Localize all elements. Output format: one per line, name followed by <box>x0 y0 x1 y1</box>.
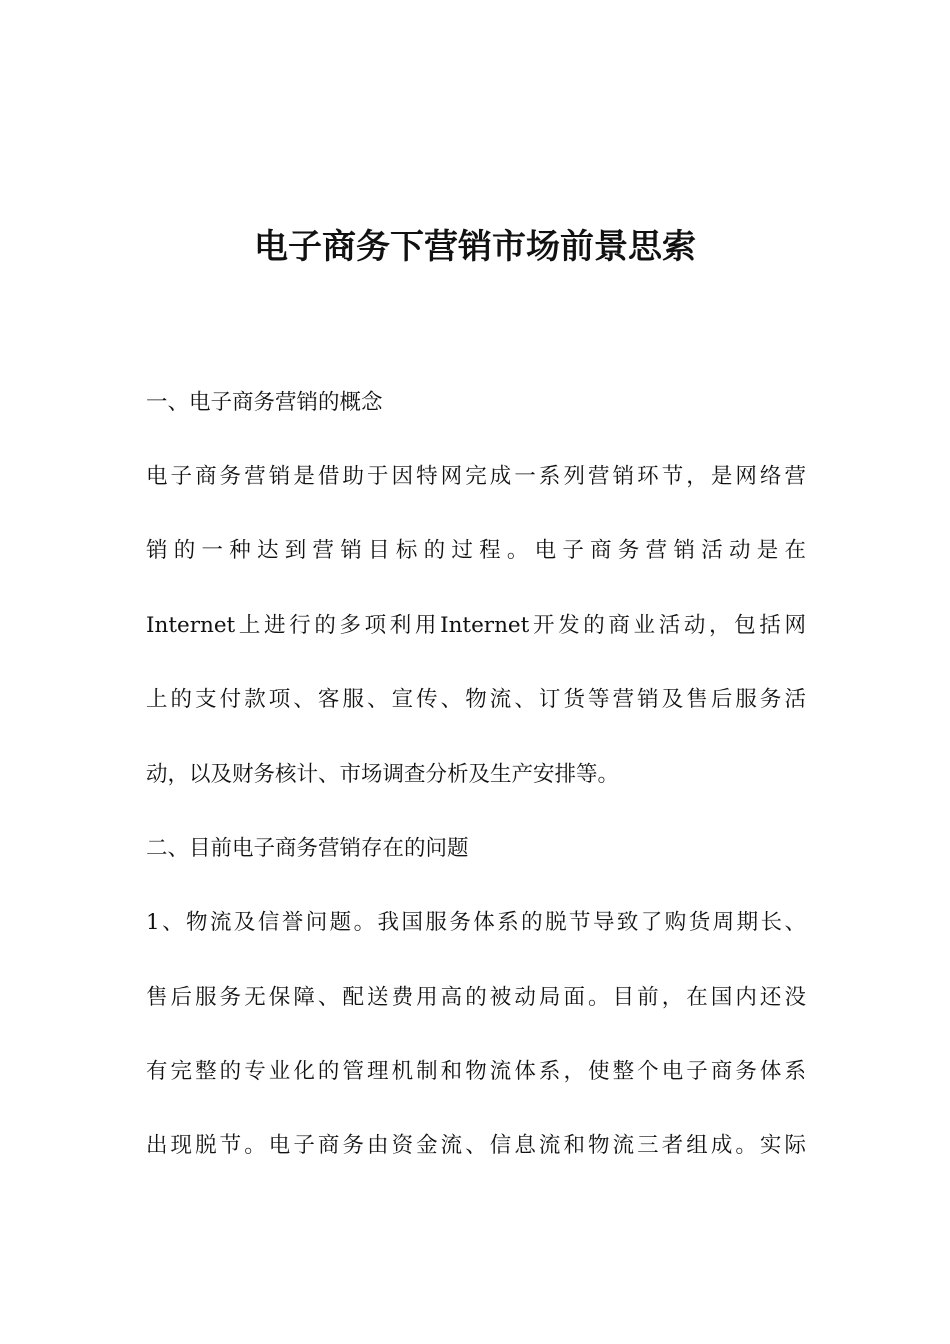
section-heading-2: 二、目前电子商务营销存在的问题 <box>146 836 469 861</box>
paragraph-line: 出现脱节。电子商务由资金流、信息流和物流三者组成。实际 <box>146 1133 806 1158</box>
document-title: 电子商务下营销市场前景思索 <box>254 227 696 267</box>
paragraph-line: 动，以及财务核计、市场调查分析及生产安排等。 <box>146 762 620 787</box>
paragraph-line: 电子商务营销是借助于因特网完成一系列营销环节，是网络营 <box>146 464 806 489</box>
paragraph-line: 售后服务无保障、配送费用高的被动局面。目前，在国内还没 <box>146 985 806 1010</box>
paragraph-line: 有完整的专业化的管理机制和物流体系，使整个电子商务体系 <box>146 1059 806 1084</box>
paragraph-line: 销的一种达到营销目标的过程。电子商务营销活动是在 <box>146 538 806 563</box>
paragraph-line: 上的支付款项、客服、宣传、物流、订货等营销及售后服务活 <box>146 687 806 712</box>
paragraph-line: 1、物流及信誉问题。我国服务体系的脱节导致了购货周期长、 <box>146 910 806 935</box>
section-heading-1: 一、电子商务营销的概念 <box>146 390 383 415</box>
paragraph-line: Internet上进行的多项利用Internet开发的商业活动，包括网 <box>146 613 806 638</box>
